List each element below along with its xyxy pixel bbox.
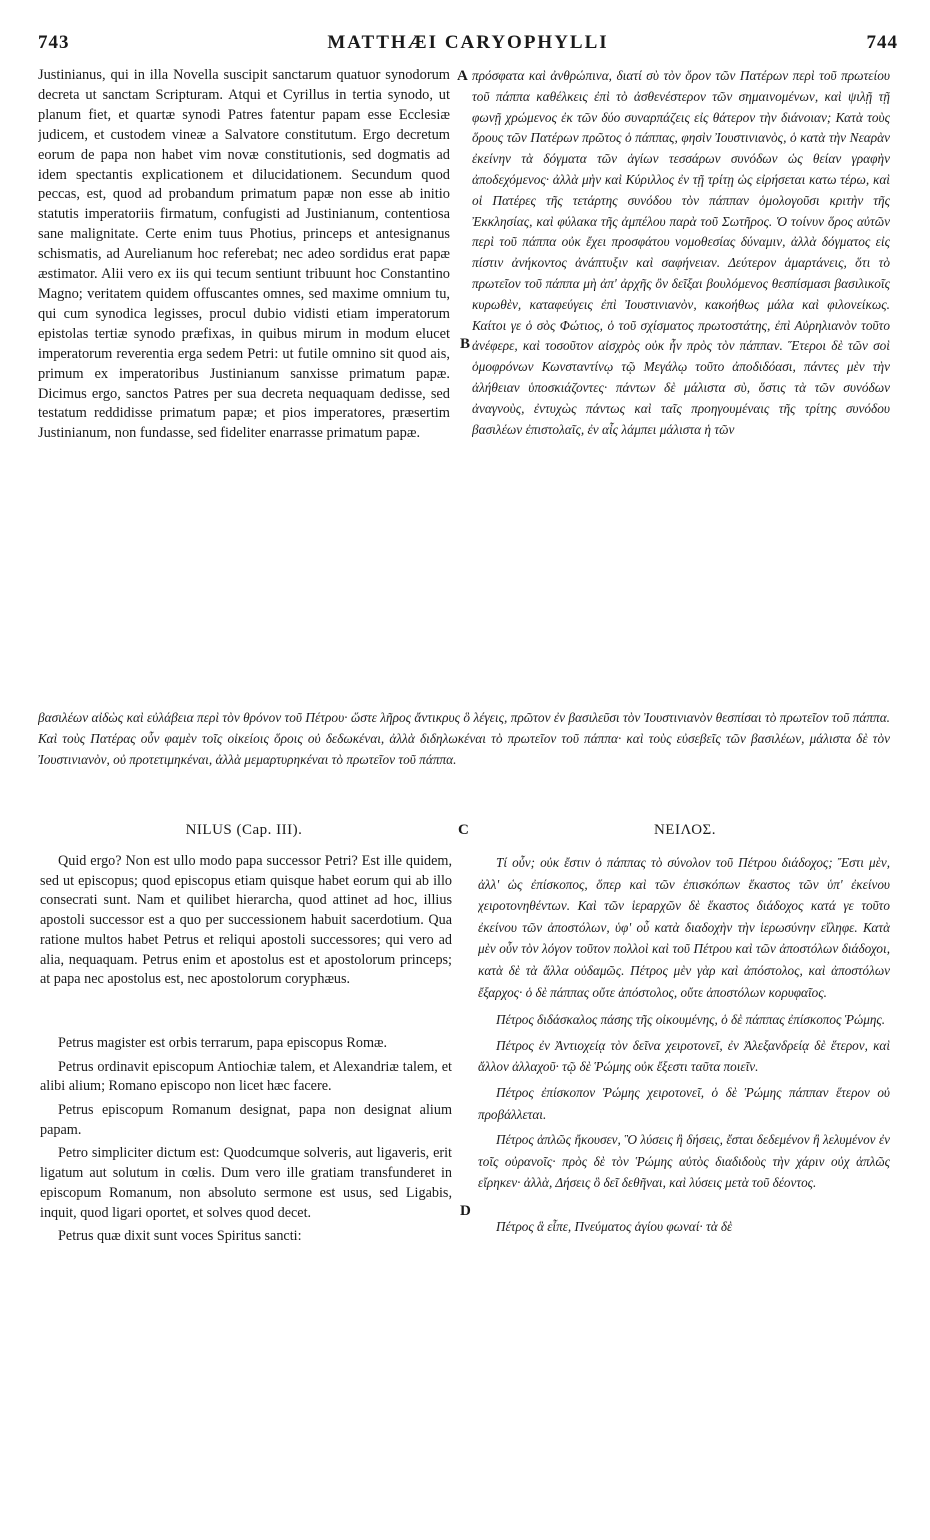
latin-column-bottom [40,852,452,1517]
latin-column-top [38,66,450,706]
greek-paragraph: πρόσφατα καὶ ἀνθρώπινα, διατί σὺ τὸν ὅρον τῶν Πατέρων περὶ τοῦ πρωτείου τοῦ πάππα καθέλκεις ἐπὶ τὸ ἀσθενέστερον τῶν σημαινομένων, καὶ ψιλῇ τῇ φωνῇ χρώμενος ἐκ τῶν δύο συναρπάζεις εἰς θάτερον τὴν διάνοιαν; Κατὰ τοὺς ὅρους τῶν Πατέρων πρῶτος ὁ πάππας, φησὶν Ἰουστινιανὸς, ὁ κατὰ τὴν Νεαρὰν ἐκείνην τὰ δόγματα τῶν ἁγίων τεσσάρων συνόδων ὡς θείαν γραφὴν ἀποδεχόμενος· ἀλλὰ μὴν καὶ Κύριλλος ἐν τῇ τρίτῃ ὡς εἰρήσεται κατω τέρω, καὶ οἱ Πατέρες τῆς τετάρτης συνόδου τὸν πάππαν ὁμολογοῦσι κριτὴν τῆς Ἐκκλησίας, καὶ φύλακα τῆς ἀμπέλου παρὰ τοῦ Σωτῆρος. Ὁ τοίνυν ὅρος αὐτῶν περὶ τοῦ πάππα οὐκ ἔχει προσφάτου νομοθεσίας δύναμιν, ἀλλὰ δόγματος εἰς πίστιν ἀνήκοντος ἀνάπτυξιν καὶ σαφήνειαν. Δεύτερον ἁμαρτάνεις, ὅτι τὸ πρωτεῖον τοῦ πάππα μὴ ἀπ' ἀρχῆς ὂν δεῖξαι βουλόμενος θεσπίσμασι βασιλικοῖς κυρωθὲν, καταφεύγεις ἐπὶ Ἰουστινιανὸν, κακοήθως μάλα καὶ φιλονείκως. Καίτοι γε ὁ σὸς Φώτιος, ὁ τοῦ σχίσματος πρωτοστάτης, ἐπὶ Αὐρηλιανὸν τοῦτο ἀνέφερε, καὶ τοσοῦτον αἰσχρὸς οὐκ ἦν πρὸς τὸν πάππαν. Ἕτεροι δὲ τῶν σοὶ ὁμοφρόνων Κωνσταντίνῳ τῷ Μεγάλῳ τοῦτο ἀποδιδόασι, πάντες μὲν τὴν ἀλήθειαν ὑποσκιάζοντες· πάντων δὲ μάλιστα σὺ, ὅστις τὰ τῶν συνόδων ἀναγνοὺς, ἐντυχὼς πάντως καὶ ταῖς προηγουμέναις τῆς τρίτης συνόδου βασιλέων ἐπιστολαῖς, ἐν αἷς λάμπει μάλιστα ἡ τῶν [472,68,890,437]
latin-paragraph: Petrus magister est orbis terrarum, papa episcopus Romæ. [58,1034,388,1051]
greek-column-top [472,66,890,706]
greek-paragraph: Πέτρος ἐν Ἀντιοχείᾳ τὸν δεῖνα χειροτονεῖ, ἐν Ἀλεξανδρείᾳ δὲ ἕτερον, καὶ ἄλλον ἀλλαχοῦ· τῷ δὲ Ῥώμης οὐκ ἔξεστι ταῦτα ποιεῖν. [478,1037,890,1075]
page-number-left: 743 [38,32,70,53]
margin-marker-d: D [460,1203,471,1219]
latin-paragraph: Petro simpliciter dictum est: Quodcumque solveris, aut ligaveris, erit ligatum aut solutum in cœlis. Dum vero ille gratiam transfunderet in episcopum Romanum, non absoluto sermone est usus, sed Ligabis, inquit, quod ligari oportet, et solves quod decet. [40,1145,452,1221]
latin-paragraph: Justinianus, qui in illa Novella suscipit sanctarum quatuor synodorum decreta ut sanctam Scripturam. Atqui et Cyrillus in tertia synodo, ut planum fiet, et quartæ synodi Patres fatentur papam esse Ecclesiæ judicem, et custodem vineæ a Salvatore constitutum. Ergo decretum eorum de papa non habet vim novæ constitutionis, sed dogmatis ad idem spectantis explicationem et dilucidationem. Secundum quod peccas, est, quod ad probandum primatum papæ non esse ab initio statutis imperatoriis firmatum, confugisti ad Justinianum, contentiosa sane malignitate. Certe enim tuus Photius, princeps et antesignanus schismatis, ad Aurelianum hoc referebat; nec adeo sordidus erat papæ æstimator. Alii vero ex iis qui tecum sentiunt tribuunt hoc Constantino Magno; veritatem quidem offuscantes omnes, sed maxime omnium tu, qui cum synodica legisses, procul dubio vidisti etiam imperatorum epistolas tertiæ synodo præfixas, in quibus mirum in modum elucet imperatorum reverentia erga sedem Petri: ut futile omnino sit quod ais, primum ex imperatoribus Justinianum sanxisse primatum papæ. Dicimus ergo, sanctos Patres per sua decreta nequaquam dedisse, sed testatum reddidisse primatum papæ; et pios imperatores, præsertim Justinianum, non fundasse, sed fideliter enarrasse primatum papæ. [38,67,450,442]
greek-paragraph: Τί οὖν; οὐκ ἔστιν ὁ πάππας τὸ σύνολον τοῦ Πέτρου διάδοχος; Ἔστι μὲν, ἀλλ' ὡς ἐπίσκοπος, ὅπερ καὶ τῶν ἐπισκόπων ἕκαστος τῶν ὑπ' ἐκείνου χειροτονηθέντων. Καὶ τῶν ἱεραρχῶν δὲ ἕκαστος διάδοχος κατά γε τοῦτο ἐκείνου τῶν ἀποστόλων, ὑφ' οὗ κατὰ διαδοχὴν τὴν ἱερωσύνην εἴληφε. Κατὰ μὲν οὖν τὸν λόγον τοῦτον πολλοὶ καὶ τοῦ Πέτρου καὶ τῶν ἀποστόλων διάδοχοι, κατὰ δὲ τὰ ἄλλα οὐδαμῶς. Πέτρος μὲν γὰρ καὶ ἀπόστολος, καὶ ἀποστόλων ἔξαρχος· ὁ δὲ πάππας οὔτε ἀπόστολος, οὔτε ἀποστόλων κορυφαῖος. [478,855,890,1000]
running-header [38,32,898,60]
latin-paragraph: Petrus episcopum Romanum designat, papa non designat alium papam. [40,1102,452,1138]
right-section-title: ΝΕΙΛΟΣ. [653,822,717,838]
margin-marker-c: C [458,822,469,838]
latin-paragraph: Petrus quæ dixit sunt voces Spiritus sancti: [58,1228,302,1245]
latin-paragraph: Quid ergo? Non est ullo modo papa successor Petri? Est ille quidem, sed ut episcopus; quod episcopus etiam quisque habet eorum qui ab illo consecrati sunt. Nam et quilibet hierarcha, quod attinet ad hoc, illius apostoli successor est a quo per successionem habuit sacerdotium. Qua ratione multos habet Petrus et reliqui apostoli successores; qui vero ad alia, nequaquam. Petrus enim et apostolus est et apostolorum princeps; at papa nec apostolus est, nec apostolorum coryphæus. [40,853,452,988]
running-title: MATTHÆI CARYOPHYLLI [327,32,609,53]
greek-column-bottom [478,852,890,1517]
margin-marker-b: B [460,336,471,352]
page-number-right: 744 [866,32,898,53]
left-section-title: NILUS (Cap. III). [185,822,303,838]
greek-paragraph: Πέτρος ἐπίσκοπον Ῥώμης χειροτονεῖ, ὁ δὲ Ῥώμης πάππαν ἕτερον οὐ προβάλλεται. [478,1084,890,1122]
greek-paragraph: Πέτρος ἃ εἶπε, Πνεύματος ἁγίου φωναί· τὰ δὲ [496,1218,733,1234]
greek-paragraph-full: βασιλέων αἰδὼς καὶ εὐλάβεια περὶ τὸν θρόνον τοῦ Πέτρου· ὥστε λῆρος ἄντικρυς ὃ λέγεις, πρῶτον ἐν βασιλεῦσι τὸν Ἰουστινιανὸν θεσπίσαι τὸ πρωτεῖον τοῦ πάππα. Καὶ τοὺς Πατέρας οὖν φαμὲν τοῖς οἰκείοις ὅροις οὐ δεδωκέναι, ἀλλὰ διδηλωκέναι τὸ πρωτεῖον τοῦ πάππα· καὶ τοὺς εὐσεβεῖς τῶν βασιλέων, μάλιστα δὲ τὸν Ἰουστινιανὸν, οὐ προτετιμηκέναι, ἀλλὰ μεμαρτυρηκέναι τὸ πρωτεῖον τοῦ πάππα. [38,710,890,767]
greek-full-width-paragraph [38,708,890,816]
greek-paragraph: Πέτρος διδάσκαλος πάσης τῆς οἰκουμένης, ὁ δὲ πάππας ἐπίσκοπος Ῥώμης. [496,1012,886,1028]
greek-paragraph: Πέτρος ἁπλῶς ἤκουσεν, Ὃ λύσεις ἢ δήσεις, ἔσται δεδεμένον ἢ λελυμένον ἐν τοῖς οὐρανοῖς· πρὸς δὲ τὸν Ῥώμης αὐτὸς διαδιδοὺς τὴν χάριν οὐχ ἁπλῶς εἴρηκεν· ἀλλὰ, Δήσεις ὃ δεῖ δεθῆναι, καὶ λύσεις μετὰ τοῦ δέοντος. [478,1132,890,1191]
latin-paragraph: Petrus ordinavit episcopum Antiochiæ talem, et Alexandriæ talem, et alibi alium; Romano episcopo non licet hæc facere. [40,1058,452,1095]
margin-marker-a: A [457,68,468,84]
